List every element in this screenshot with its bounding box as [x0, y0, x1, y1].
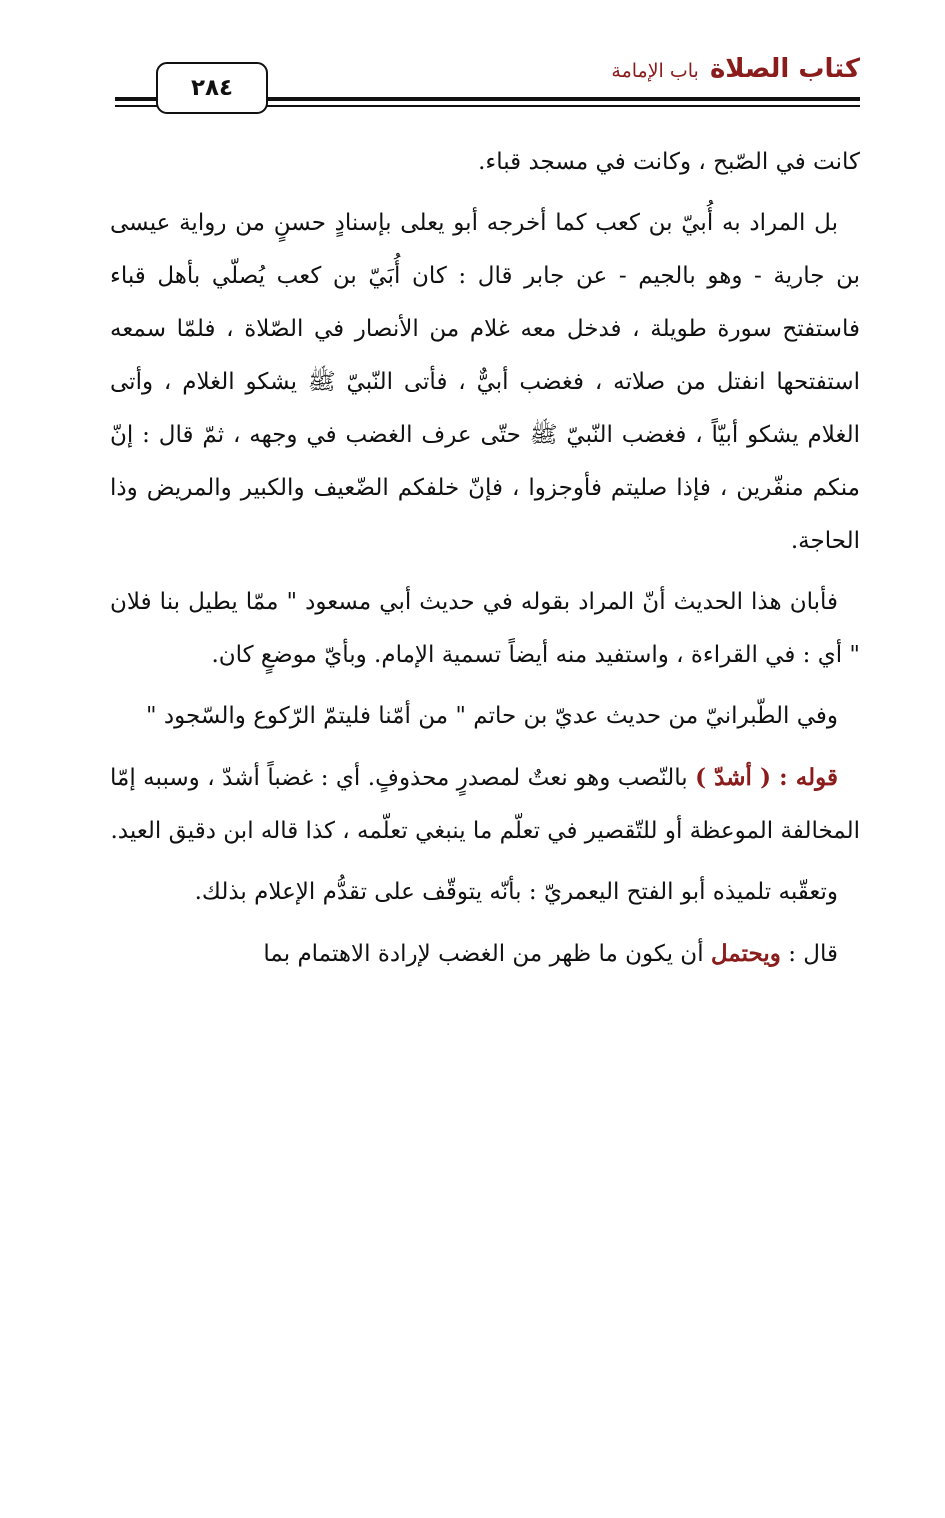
chapter-title: باب الإمامة	[611, 60, 699, 82]
paragraph-1	[110, 136, 860, 189]
commentary-keyword: قوله : ( أشدّ )	[695, 764, 838, 791]
paragraph-6	[110, 866, 860, 919]
paragraph-2	[110, 197, 860, 568]
page-number-box	[156, 62, 268, 114]
paragraph-text: بالنّصب وهو نعتٌ لمصدرٍ محذوفٍ. أي : غضباً أشدّ ، وسببه إمّا المخالفة الموعظة أو للتّقصير في تعلّم ما ينبغي تعلّمه ، كذا قاله ابن دقيق العيد.	[110, 765, 860, 844]
paragraph-text: بل المراد به أُبيّ بن كعب كما أخرجه أبو يعلى بإسنادٍ حسنٍ من رواية عيسى بن جارية - وهو بالجيم - عن جابر قال : كان أُبَيّ بن كعب يُصلّي بأهل قباء فاستفتح سورة طويلة ، فدخل معه غلام من الأنصار في الصّلاة ، فلمّا سمعه استفتحها انفتل من صلاته ، فغضب أبيٌّ ، فأتى النّبيّ ﷺ يشكو الغلام ، وأتى الغلام يشكو أبيّاً ، فغضب النّبيّ ﷺ حتّى عرف الغضب في وجهه ، ثمّ قال : إنّ منكم منفّرين ، فإذا صليتم فأوجزوا ، فإنّ خلفكم الضّعيف والكبير والمريض وذا الحاجة.	[110, 210, 860, 554]
paragraph-prefix: قال :	[780, 941, 838, 967]
paragraph-5	[110, 751, 860, 858]
commentary-keyword: ويحتمل	[710, 940, 781, 967]
paragraph-4	[110, 690, 860, 743]
paragraph-text: أن يكون ما ظهر من الغضب لإرادة الاهتمام بما	[263, 941, 711, 967]
running-header	[611, 54, 860, 84]
paragraph-text: كانت في الصّبح ، وكانت في مسجد قباء.	[478, 149, 860, 175]
paragraph-text: وفي الطّبرانيّ من حديث عديّ بن حاتم " من أمّنا فليتمّ الرّكوع والسّجود "	[146, 703, 838, 729]
paragraph-7	[110, 927, 860, 981]
page-body	[110, 136, 860, 989]
paragraph-text: فأبان هذا الحديث أنّ المراد بقوله في حديث أبي مسعود " ممّا يطيل بنا فلان " أي : في القراءة ، واستفيد منه أيضاً تسمية الإمام. وبأيّ موضعٍ كان.	[110, 589, 860, 668]
paragraph-text: وتعقّبه تلميذه أبو الفتح اليعمريّ : بأنّه يتوقّف على تقدُّم الإعلام بذلك.	[194, 879, 838, 905]
page-number: ٢٨٤	[190, 75, 234, 101]
paragraph-3	[110, 576, 860, 682]
book-title: كتاب الصلاة	[709, 54, 860, 84]
